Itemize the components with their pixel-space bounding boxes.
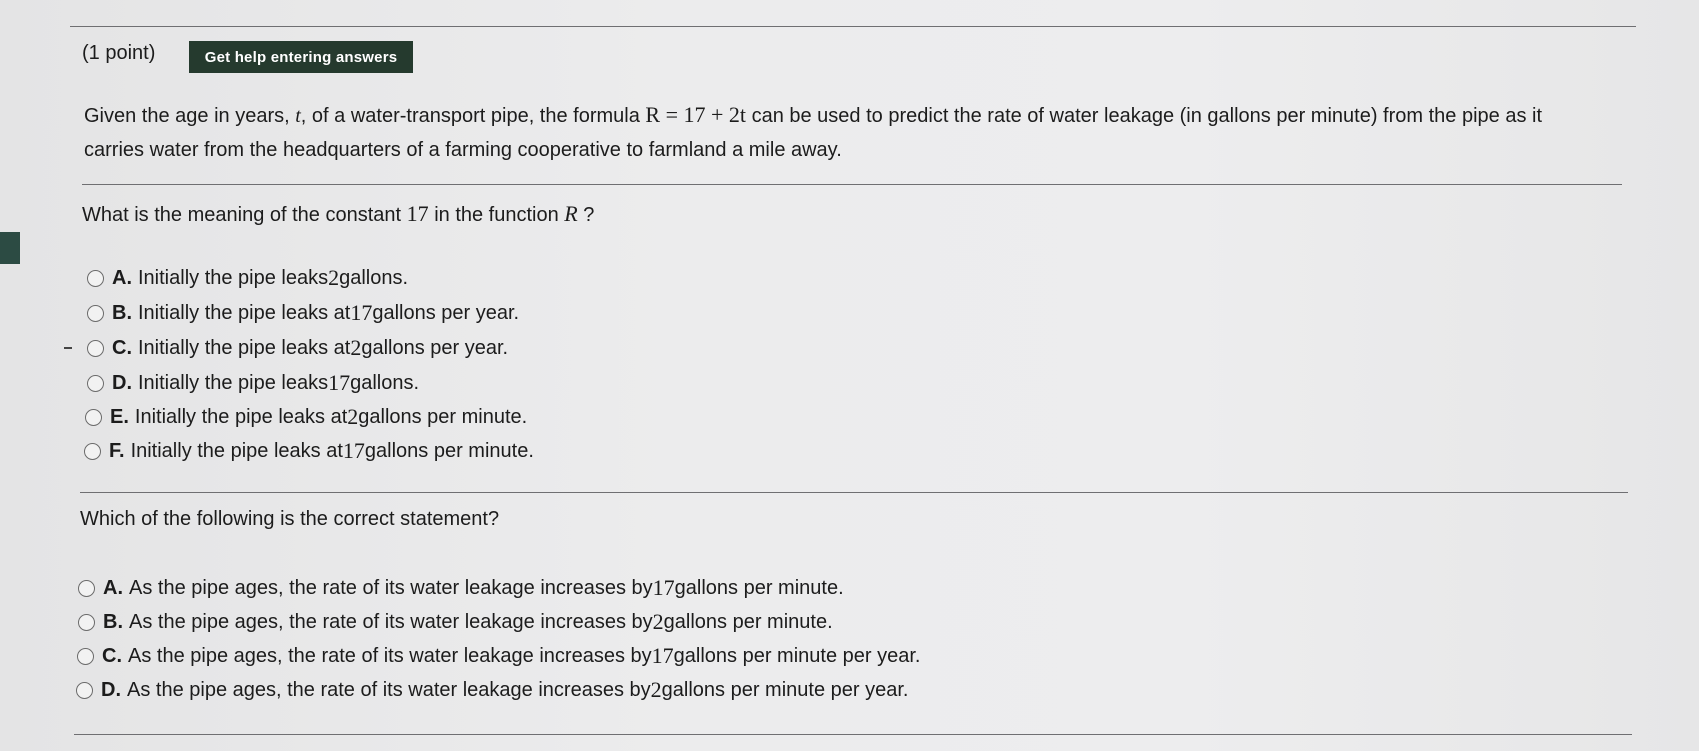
- help-entering-answers-button[interactable]: Get help entering answers: [189, 41, 413, 73]
- q1-option-f[interactable]: F. Initially the pipe leaks at 17 gallons per minute.: [84, 438, 534, 464]
- q1-option-d[interactable]: D. Initially the pipe leaks 17 gallons.: [87, 370, 419, 396]
- divider-3: [74, 734, 1632, 735]
- radio-button[interactable]: [87, 375, 104, 392]
- q2-option-a[interactable]: A. As the pipe ages, the rate of its water leakage increases by 17 gallons per minute.: [78, 575, 844, 601]
- points-label: (1 point): [82, 42, 156, 64]
- radio-button[interactable]: [78, 614, 95, 631]
- question-1-text: What is the meaning of the constant 17 in the function R ?: [82, 201, 595, 226]
- dash-mark: [64, 347, 72, 349]
- divider-1: [82, 184, 1622, 185]
- radio-button[interactable]: [77, 648, 94, 665]
- problem-statement: Given the age in years, t, of a water-transport pipe, the formula R = 17 + 2t can be used to predict the rate of water leakage (in gallons per minute) from the pipe as it carries water from the headquarters of a farming cooperative to farmland a mile away.: [84, 102, 1543, 161]
- top-divider: [70, 26, 1636, 27]
- formula: R = 17 + 2t: [645, 102, 747, 127]
- side-tab[interactable]: [0, 232, 20, 264]
- radio-button[interactable]: [87, 305, 104, 322]
- q2-option-b[interactable]: B. As the pipe ages, the rate of its water leakage increases by 2 gallons per minute.: [78, 609, 833, 635]
- question-2-text: Which of the following is the correct statement?: [80, 508, 500, 530]
- radio-button[interactable]: [87, 340, 104, 357]
- q1-option-e[interactable]: E. Initially the pipe leaks at 2 gallons per minute.: [85, 404, 527, 430]
- q1-option-c[interactable]: C. Initially the pipe leaks at 2 gallons per year.: [87, 335, 508, 361]
- divider-2: [80, 492, 1628, 493]
- q1-option-a[interactable]: A. Initially the pipe leaks 2 gallons.: [87, 265, 408, 291]
- radio-button[interactable]: [78, 580, 95, 597]
- q2-option-d[interactable]: D. As the pipe ages, the rate of its water leakage increases by 2 gallons per minute per year.: [76, 677, 908, 703]
- radio-button[interactable]: [87, 270, 104, 287]
- radio-button[interactable]: [85, 409, 102, 426]
- radio-button[interactable]: [84, 443, 101, 460]
- variable-t: t: [295, 105, 301, 127]
- q1-option-b[interactable]: B. Initially the pipe leaks at 17 gallons per year.: [87, 300, 519, 326]
- q2-option-c[interactable]: C. As the pipe ages, the rate of its water leakage increases by 17 gallons per minute per year.: [77, 643, 920, 669]
- radio-button[interactable]: [76, 682, 93, 699]
